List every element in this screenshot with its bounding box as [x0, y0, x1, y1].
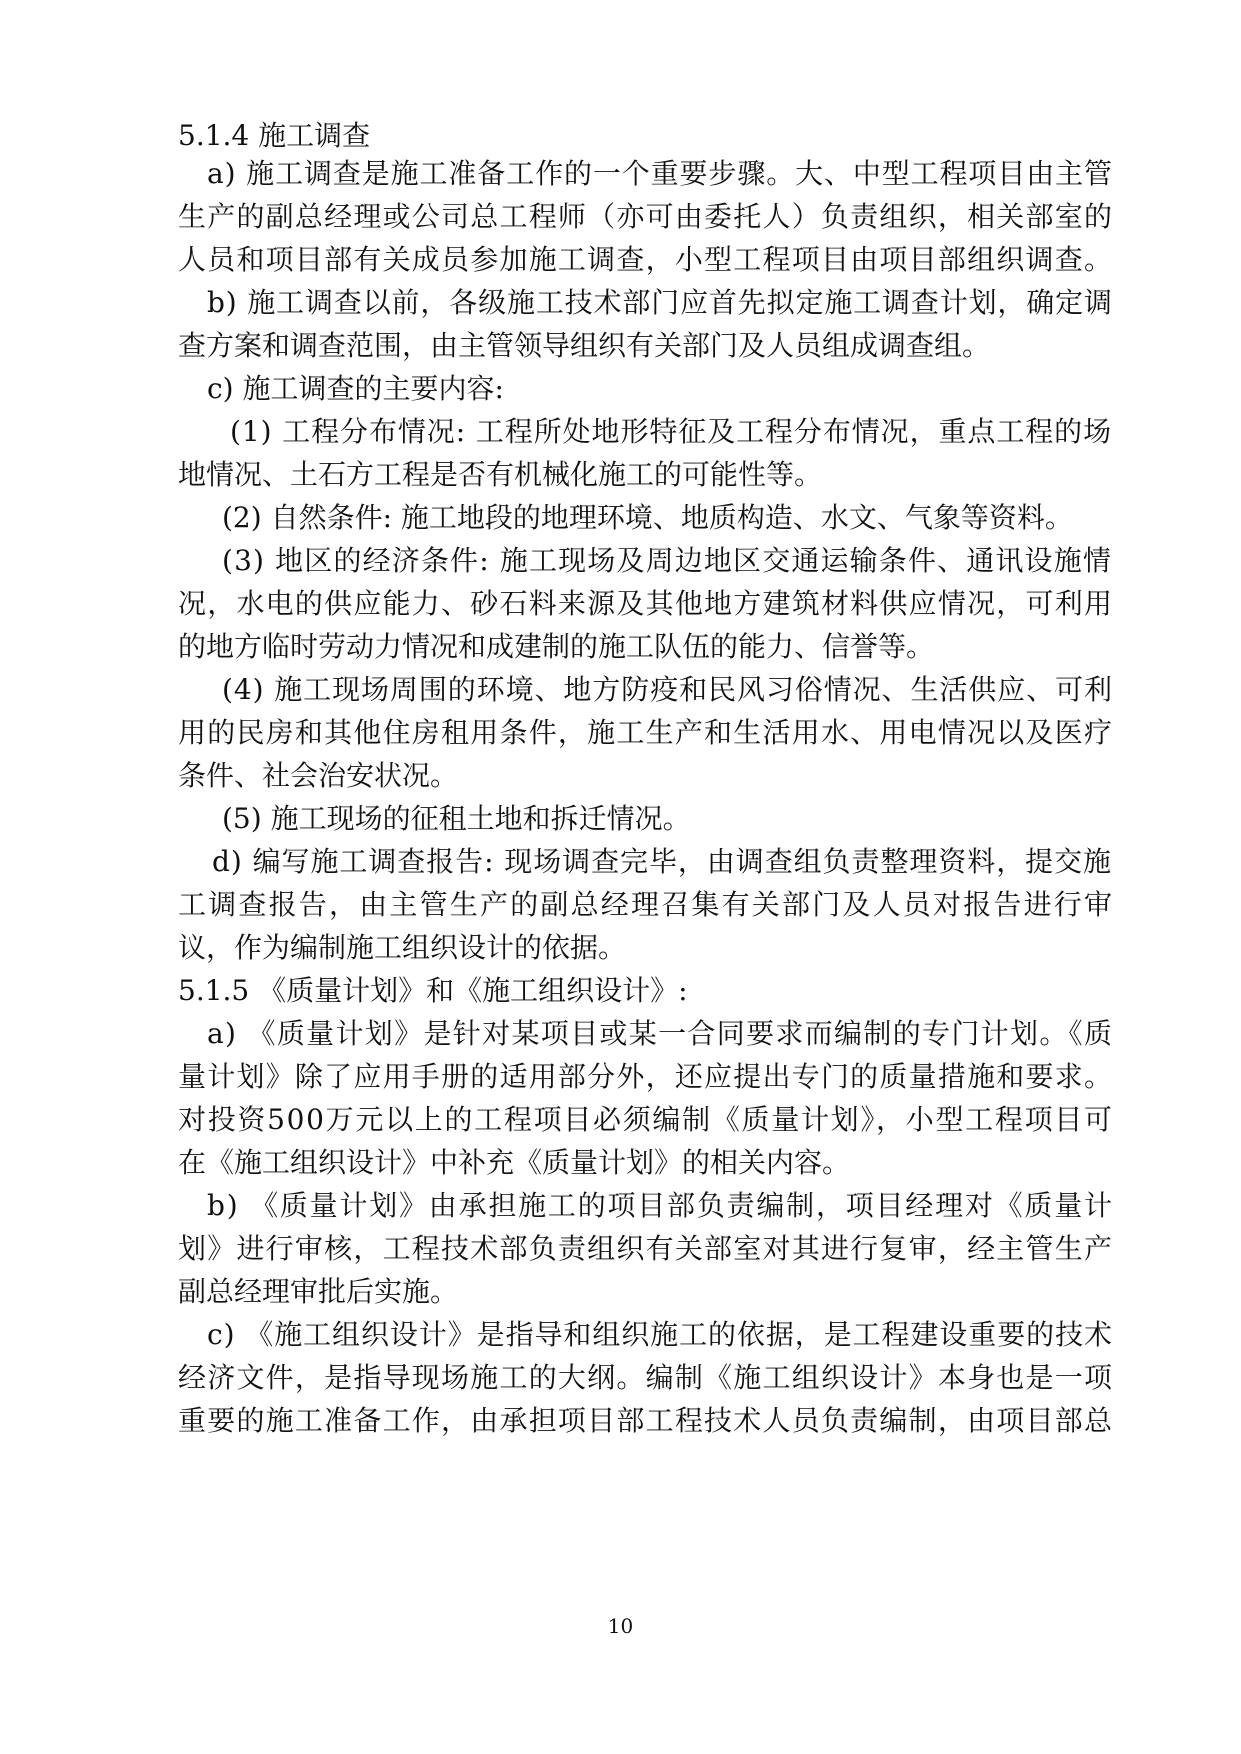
- text-line: [0, 754, 1241, 798]
- text-line: [0, 1012, 1241, 1056]
- text-line-content: 人员和项目部有关成员参加施工调查，小型工程项目由项目部组织调查。: [178, 243, 1114, 276]
- text-line: [0, 1055, 1241, 1099]
- text-line: [0, 969, 1241, 1013]
- text-line-content: 生产的副总经理或公司总工程师（亦可由委托人）负责组织，相关部室的: [178, 200, 1114, 233]
- text-line-content: 在《施工组织设计》中补充《质量计划》的相关内容。: [178, 1146, 851, 1179]
- text-line-content: b) 施工调查以前，各级施工技术部门应首先拟定施工调查计划，确定调: [207, 286, 1113, 319]
- text-line-content: (3) 地区的经济条件: 施工现场及周边地区交通运输条件、通讯设施情: [222, 544, 1112, 577]
- text-line: [0, 1098, 1241, 1142]
- text-line-content: 划》进行审核，工程技术部负责组织有关部室对其进行复审，经主管生产: [178, 1232, 1114, 1265]
- text-line: [0, 453, 1241, 497]
- text-line-content: a) 《质量计划》是针对某项目或某一合同要求而编制的专门计划。《质: [207, 1017, 1114, 1050]
- text-line: [0, 582, 1241, 626]
- text-line-content: b) 《质量计划》由承担施工的项目部负责编制，项目经理对《质量计: [207, 1189, 1114, 1222]
- text-line: [0, 1356, 1241, 1400]
- text-line: [0, 711, 1241, 755]
- text-line-content: (2) 自然条件: 施工地段的地理环境、地质构造、水文、气象等资料。: [222, 501, 1073, 534]
- text-line-content: 经济文件，是指导现场施工的大纲。编制《施工组织设计》本身也是一项: [178, 1361, 1114, 1394]
- text-line: [0, 152, 1241, 196]
- text-line: [0, 496, 1241, 540]
- text-line-content: (1) 工程分布情况: 工程所处地形特征及工程分布情况，重点工程的场: [230, 415, 1112, 448]
- text-line: [0, 324, 1241, 368]
- text-line-content: 查方案和调查范围，由主管领导组织有关部门及人员组成调查组。: [178, 329, 991, 362]
- text-line-content: 况，水电的供应能力、砂石料来源及其他地方建筑材料供应情况，可利用: [178, 587, 1114, 620]
- text-line: [0, 195, 1241, 239]
- text-line-content: 议，作为编制施工组织设计的依据。: [178, 931, 627, 964]
- text-line: [0, 410, 1241, 454]
- text-line-content: 工调查报告，由主管生产的副总经理召集有关部门及人员对报告进行审: [178, 888, 1115, 921]
- text-line-content: 量计划》除了应用手册的适用部分外，还应提出专门的质量措施和要求。: [178, 1060, 1114, 1093]
- text-line-content: (5) 施工现场的征租土地和拆迁情况。: [222, 802, 691, 835]
- text-line: [0, 668, 1241, 712]
- text-line-content: 副总经理审批后实施。: [178, 1275, 459, 1308]
- text-line: [0, 1313, 1241, 1357]
- text-line-content: 重要的施工准备工作，由承担项目部工程技术人员负责编制，由项目部总: [178, 1404, 1114, 1437]
- text-line: [0, 1141, 1241, 1185]
- text-line-content: (4) 施工现场周围的环境、地方防疫和民风习俗情况、生活供应、可利: [222, 673, 1113, 706]
- text-line: [0, 1184, 1241, 1228]
- text-line: [0, 281, 1241, 325]
- text-line: [0, 926, 1241, 970]
- text-line-content: 条件、社会治安状况。: [178, 759, 459, 792]
- text-line: [0, 1399, 1241, 1443]
- text-line: [0, 1227, 1241, 1271]
- text-line: [0, 840, 1241, 884]
- text-line-content: c) 《施工组织设计》是指导和组织施工的依据，是工程建设重要的技术: [207, 1318, 1113, 1351]
- text-line-content: 5.1.5 《质量计划》和《施工组织设计》:: [178, 974, 688, 1007]
- text-line: [0, 238, 1241, 282]
- text-line: [0, 1270, 1241, 1314]
- text-line-content: a) 施工调查是施工准备工作的一个重要步骤。大、中型工程项目由主管: [207, 157, 1113, 190]
- page-number: 10: [607, 1614, 634, 1638]
- text-line-content: c) 施工调查的主要内容:: [207, 372, 504, 405]
- text-line: [0, 367, 1241, 411]
- text-line: [0, 883, 1241, 927]
- text-line-content: 5.1.4 施工调查: [178, 119, 371, 152]
- text-line: [0, 797, 1241, 841]
- text-line-content: 地情况、土石方工程是否有机械化施工的可能性等。: [178, 458, 823, 491]
- text-line: [0, 625, 1241, 669]
- text-line-content: d) 编写施工调查报告: 现场调查完毕，由调查组负责整理资料，提交施: [212, 845, 1112, 878]
- text-line-content: 的地方临时劳动力情况和成建制的施工队伍的能力、信誉等。: [178, 630, 935, 663]
- text-line-content: 对投资500万元以上的工程项目必须编制《质量计划》，小型工程项目可: [178, 1103, 1114, 1136]
- text-line-content: 用的民房和其他住房租用条件，施工生产和生活用水、用电情况以及医疗: [178, 716, 1114, 749]
- text-line: [0, 539, 1241, 583]
